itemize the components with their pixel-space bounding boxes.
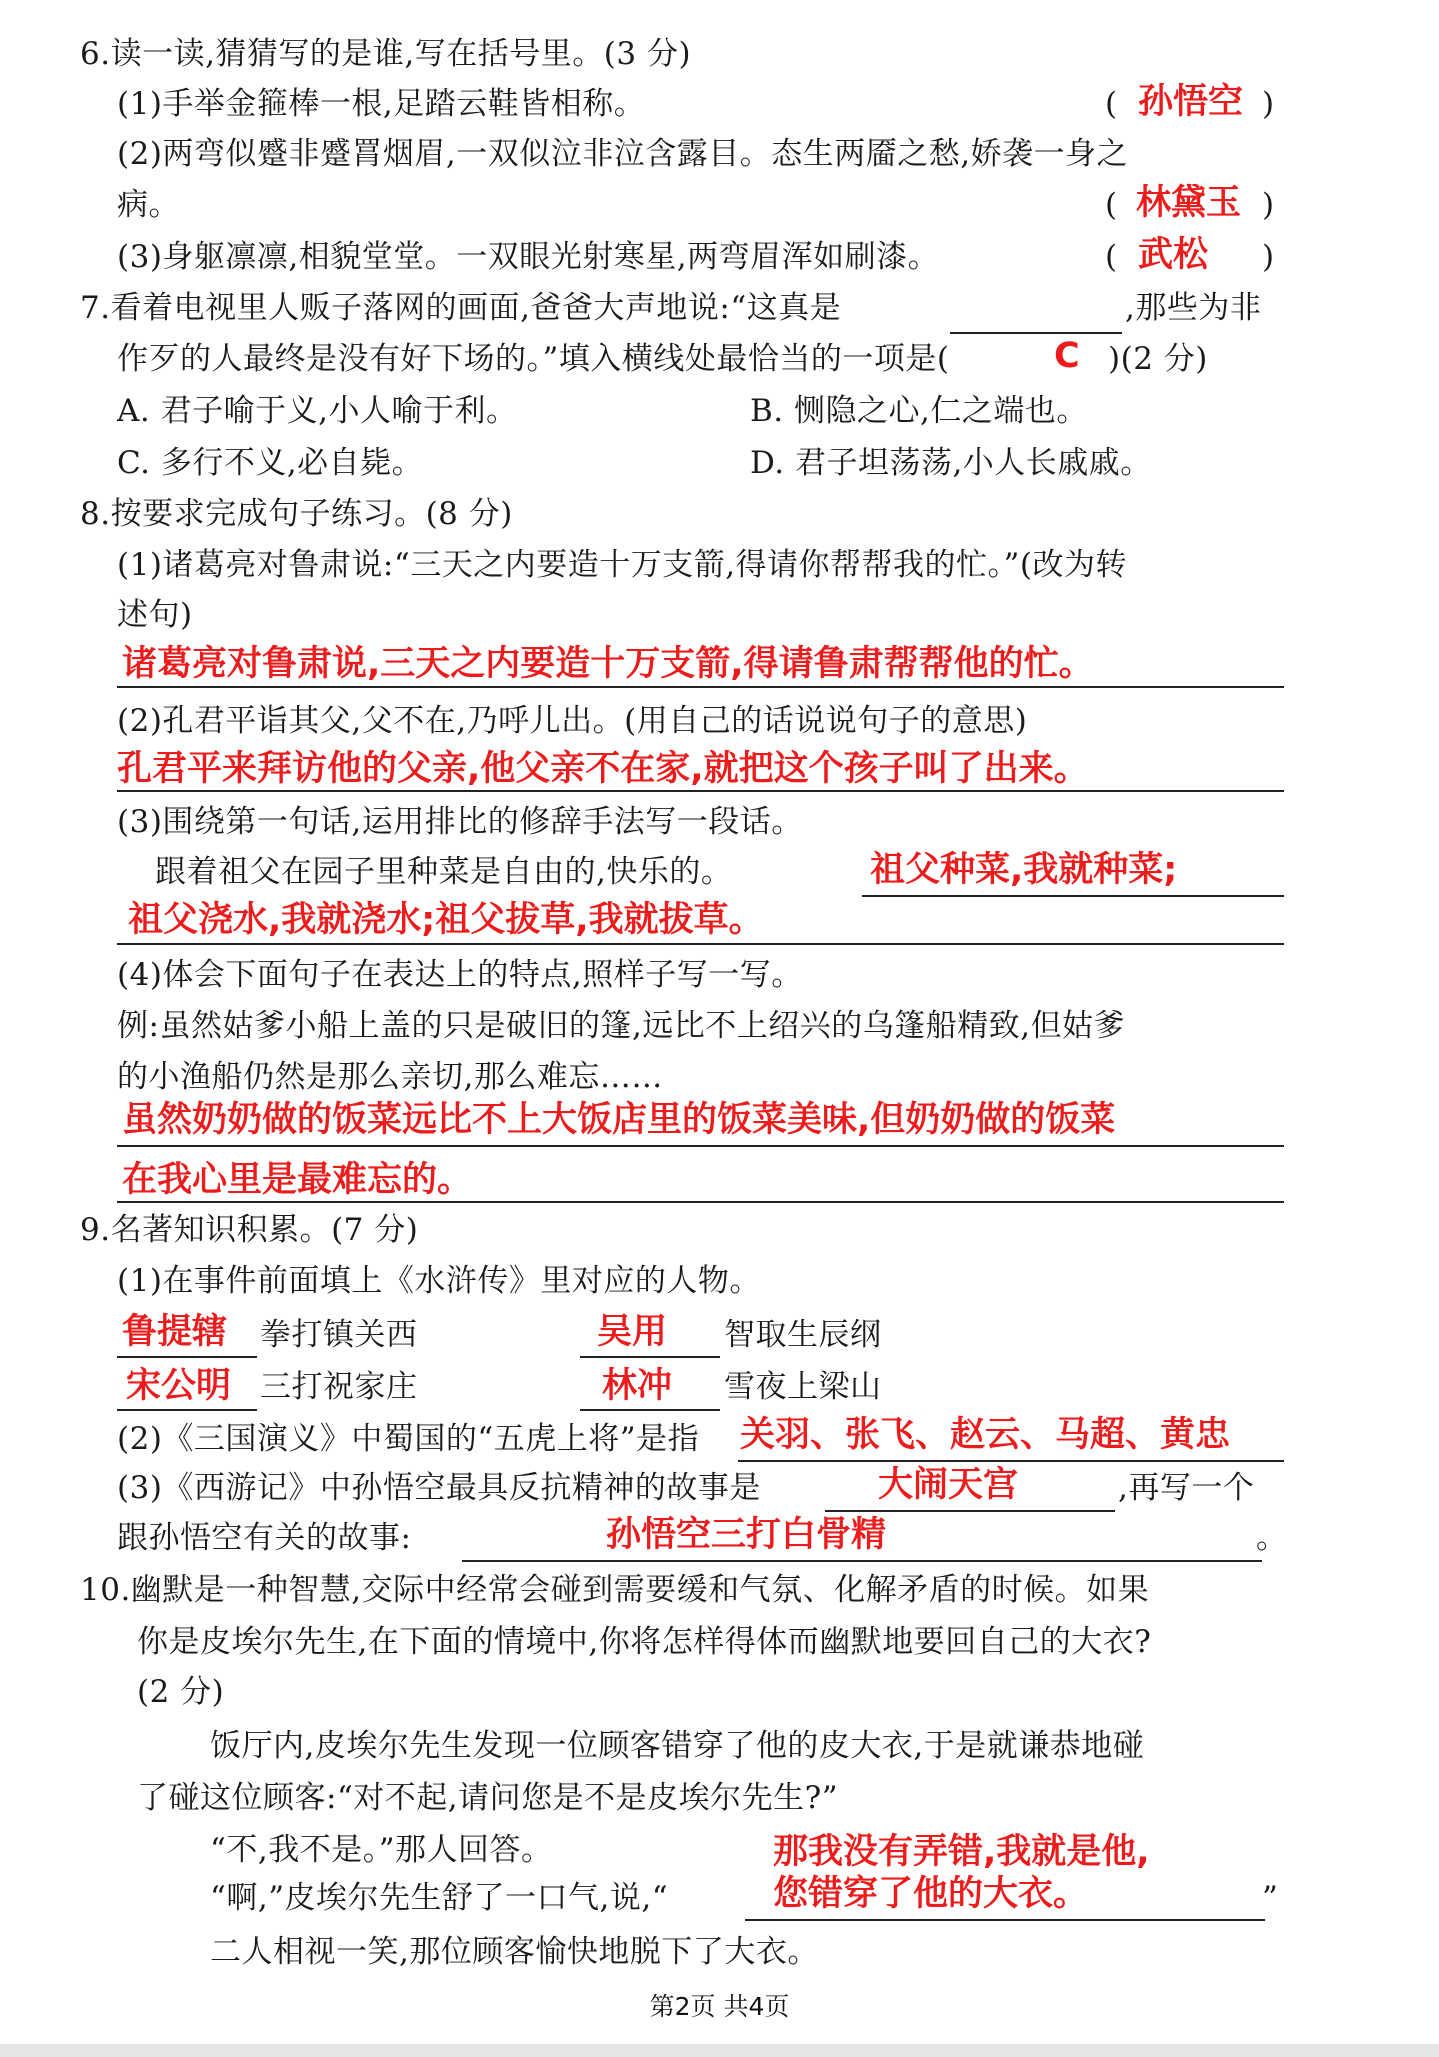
- q8-s3-answer2: 祖父浇水,我就浇水;祖父拔草,我就拔草。: [128, 900, 764, 940]
- q8-s4-answer1: 虽然奶奶做的饭菜远比不上大饭店里的饭菜美味,但奶奶做的饭菜: [122, 1100, 1116, 1140]
- q8-s1-answer: 诸葛亮对鲁肃说,三天之内要造十万支箭,得请鲁肃帮帮他的忙。: [122, 644, 1094, 684]
- q10-line2: 你是皮埃尔先生,在下面的情境中,你将怎样得体而幽默地要回自己的大衣?: [137, 1624, 1152, 1660]
- q6-title: 6.读一读,猜猜写的是谁,写在括号里。(3 分): [80, 36, 692, 72]
- q9-event-2: 智取生辰纲: [724, 1317, 882, 1353]
- q8-s2-answer-line: [117, 790, 1284, 792]
- q10-story4-b: ”: [1262, 1880, 1279, 1916]
- q6-item3: (3)身躯凛凛,相貌堂堂。一双眼光射寒星,两弯眉浑如刷漆。: [117, 239, 940, 275]
- q7-line1-b: ,那些为非: [1125, 290, 1262, 326]
- q9-p3-line1-a: (3)《西游记》中孙悟空最具反抗精神的故事是: [117, 1470, 761, 1506]
- q8-s4-example1: 例:虽然姑爹小船上盖的只是破旧的篷,远比不上绍兴的乌篷船精致,但姑爹: [117, 1008, 1126, 1044]
- q10-answer2: 您错穿了他的大衣。: [773, 1874, 1089, 1914]
- q9-event-4: 雪夜上梁山: [724, 1369, 882, 1405]
- q10-story2: 了碰这位顾客:“对不起,请问您是不是皮埃尔先生?”: [137, 1780, 839, 1816]
- q6-item2-line1: (2)两弯似蹙非蹙罥烟眉,一双似泣非泣含露目。态生两靥之愁,娇袭一身之: [117, 136, 1129, 172]
- q6-paren-close-2: ): [1262, 187, 1275, 223]
- q7-option-b: B. 恻隐之心,仁之端也。: [750, 393, 1088, 429]
- q6-answer-2: 林黛玉: [1136, 183, 1242, 223]
- q8-s4-answer-line1: [117, 1145, 1284, 1147]
- q6-paren-open-2: (: [1105, 187, 1118, 223]
- q8-s4-answer-line2: [117, 1201, 1284, 1203]
- q8-s4-answer2: 在我心里是最难忘的。: [122, 1160, 473, 1200]
- q10-story5: 二人相视一笑,那位顾客愉快地脱下了大衣。: [210, 1934, 819, 1970]
- q6-answer-3: 武松: [1138, 235, 1209, 275]
- q9-person-2-line: [580, 1356, 720, 1358]
- q9-p2-prompt: (2)《三国演义》中蜀国的“五虎上将”是指: [117, 1421, 700, 1457]
- q10-story3: “不,我不是。”那人回答。: [210, 1832, 553, 1868]
- q10-line3: (2 分): [137, 1674, 225, 1710]
- q8-s1-answer-line: [117, 686, 1284, 688]
- q8-s3-given: 跟着祖父在园子里种菜是自由的,快乐的。: [155, 854, 733, 890]
- q10-answer1: 那我没有弄错,我就是他,: [773, 1832, 1150, 1872]
- q6-answer-1: 孙悟空: [1138, 82, 1244, 122]
- q9-title: 9.名著知识积累。(7 分): [80, 1212, 419, 1248]
- q7-blank-line: [950, 332, 1122, 334]
- q6-paren-close-3: ): [1262, 239, 1275, 275]
- q8-s1-line1: (1)诸葛亮对鲁肃说:“三天之内要造十万支箭,得请你帮帮我的忙。”(改为转: [117, 547, 1127, 583]
- q7-option-c: C. 多行不义,必自毙。: [117, 445, 424, 481]
- q9-p2-answer-line: [738, 1460, 1284, 1462]
- q9-p3-line2-b: 。: [1256, 1520, 1288, 1556]
- q8-title: 8.按要求完成句子练习。(8 分): [80, 496, 513, 532]
- q6-paren-open-1: (: [1105, 86, 1118, 122]
- q9-person-4-line: [580, 1409, 720, 1411]
- q6-paren-open-3: (: [1105, 239, 1118, 275]
- q9-p3-line1-b: ,再写一个: [1118, 1470, 1255, 1506]
- page-number: 第2页 共4页: [649, 1992, 790, 2021]
- q7-option-d: D. 君子坦荡荡,小人长戚戚。: [750, 445, 1152, 481]
- q8-s1-line2: 述句): [117, 597, 193, 633]
- q8-s4-prompt: (4)体会下面句子在表达上的特点,照样子写一写。: [117, 957, 803, 993]
- bottom-scroll-strip: [0, 2044, 1439, 2057]
- q9-p1-prompt: (1)在事件前面填上《水浒传》里对应的人物。: [117, 1263, 761, 1299]
- q6-paren-close-1: ): [1262, 86, 1275, 122]
- q7-line1-a: 7.看着电视里人贩子落网的画面,爸爸大声地说:“这真是: [80, 290, 842, 326]
- q9-p3-answer2-line: [462, 1560, 1262, 1562]
- q10-story1: 饭厅内,皮埃尔先生发现一位顾客错穿了他的皮大衣,于是就谦恭地碰: [210, 1728, 1145, 1764]
- q9-person-1: 鲁提辖: [122, 1312, 228, 1352]
- q9-person-4: 林冲: [602, 1366, 673, 1406]
- q7-option-a: A. 君子喻于义,小人喻于利。: [117, 393, 518, 429]
- q8-s2-prompt: (2)孔君平诣其父,父不在,乃呼儿出。(用自己的话说说句子的意思): [117, 703, 1028, 739]
- q9-p2-answer: 关羽、张飞、赵云、马超、黄忠: [740, 1415, 1231, 1455]
- q9-p3-answer2: 孙悟空三打白骨精: [606, 1515, 887, 1555]
- q9-person-3: 宋公明: [126, 1366, 232, 1406]
- q8-s3-answer1: 祖父种菜,我就种菜;: [870, 850, 1178, 890]
- q8-s3-answer-line1: [862, 895, 1284, 897]
- q9-person-3-line: [117, 1409, 257, 1411]
- q9-person-2: 吴用: [597, 1312, 668, 1352]
- q9-p3-answer1: 大闹天宫: [878, 1465, 1019, 1505]
- q8-s2-answer: 孔君平来拜访他的父亲,他父亲不在家,就把这个孩子叫了出来。: [117, 749, 1089, 789]
- q7-answer: C: [1054, 336, 1080, 376]
- q7-line2-b: )(2 分): [1108, 341, 1208, 377]
- q7-line2-a: 作歹的人最终是没有好下场的。”填入横线处最恰当的一项是(: [117, 341, 950, 377]
- q6-item2-line2: 病。: [117, 187, 180, 223]
- q9-event-3: 三打祝家庄: [260, 1369, 418, 1405]
- q8-s3-answer-line2: [117, 943, 1284, 945]
- q10-story4-a: “啊,”皮埃尔先生舒了一口气,说,“: [210, 1880, 669, 1916]
- q9-person-1-line: [117, 1356, 257, 1358]
- q8-s4-example2: 的小渔船仍然是那么亲切,那么难忘……: [117, 1059, 663, 1095]
- q10-answer-line: [745, 1919, 1265, 1921]
- q10-line1: 10.幽默是一种智慧,交际中经常会碰到需要缓和气氛、化解矛盾的时候。如果: [80, 1572, 1150, 1608]
- q9-p3-answer1-line: [825, 1510, 1115, 1512]
- q8-s3-prompt: (3)围绕第一句话,运用排比的修辞手法写一段话。: [117, 804, 803, 840]
- q9-event-1: 拳打镇关西: [260, 1317, 418, 1353]
- q9-p3-line2-a: 跟孙悟空有关的故事:: [117, 1520, 412, 1556]
- q6-item1: (1)手举金箍棒一根,足踏云鞋皆相称。: [117, 86, 646, 122]
